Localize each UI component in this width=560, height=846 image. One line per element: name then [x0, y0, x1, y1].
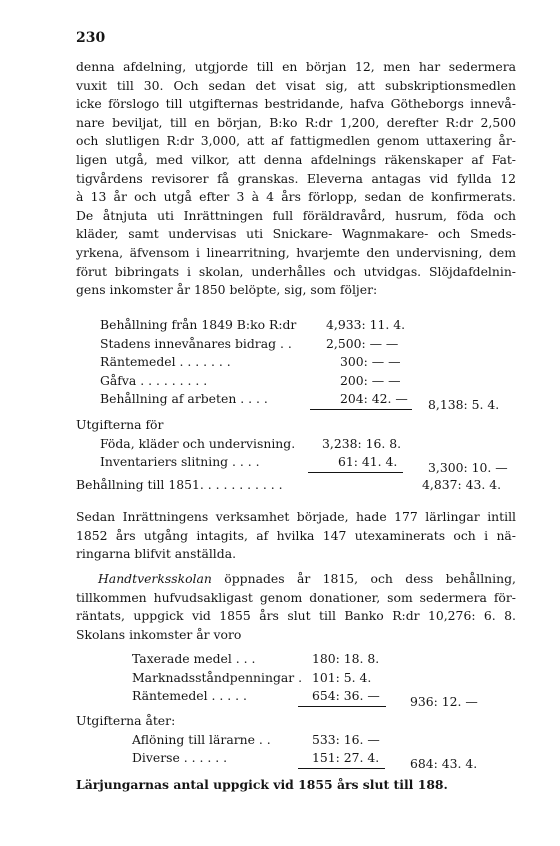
income-label: Behållning af arbeten . . . . [100, 391, 268, 407]
text-line: denna afdelning, utgjorde till en början 12, men har sedermera [76, 59, 516, 74]
income-table-school [76, 650, 516, 710]
text-line: ligen utgå, med vilkor, att denna afdelnings räkenskaper af Fat- [76, 151, 516, 167]
text-line: à 13 år och utgå efter 3 à 4 års förlopp, sedan de konfirmerats. [76, 189, 516, 205]
income-row [76, 390, 516, 413]
income-row [76, 372, 516, 391]
expense-row [76, 749, 516, 772]
expenses-heading: Utgifterna för [76, 417, 164, 432]
text-line: Skolans inkomster år voro [76, 626, 242, 642]
expense-label: Inventariers slitning . . . . [100, 454, 260, 470]
income-amount: 654: 36. — [298, 687, 386, 707]
expense-row [76, 435, 516, 454]
paragraph-craft-school [76, 570, 516, 644]
income-amount: 204: 42. — [310, 390, 412, 410]
text-line: tillkommen hufvudsakligast genom donationer, som sedermera för- [76, 589, 516, 605]
balance-amount: 4,837: 43. 4. [422, 476, 502, 492]
text-line: gens inkomster år 1850 belöpte, sig, som följer: [76, 282, 378, 298]
income-row [76, 669, 516, 688]
text-line: vuxit till 30. Och sedan det visat sig, att subskriptionsmedlen [76, 77, 516, 93]
income-row [76, 353, 516, 372]
text-line: yrkena, äfvensom i linearritning, hvarjemte den undervisning, dem [76, 244, 516, 260]
income-label: Räntemedel . . . . . [132, 688, 247, 704]
income-label: Behållning från 1849 B:ko R:dr [100, 317, 297, 332]
expense-amount: 533: 16. — [312, 731, 380, 747]
income-label: Gåfva . . . . . . . . . [100, 372, 208, 388]
expense-label: Föda, kläder och undervisning. [100, 435, 296, 451]
balance-label: Behållning till 1851. . . . . . . . . . . [76, 476, 283, 492]
section-title: Handtverksskolan [98, 571, 212, 586]
text-line: 1852 års utgång intagits, af hvilka 147 utexaminerats och i nä- [76, 527, 516, 543]
income-amount: 180: 18. 8. [312, 651, 380, 666]
text-line: Lärjungarnas antal uppgick vid 1855 års slut till 188. [76, 777, 448, 792]
text-line: ringarna blifvit anställda. [76, 546, 237, 562]
expenses-heading: Utgifterna åter: [76, 713, 176, 728]
text-line: räntats, uppgick vid 1855 års slut till Banko R:dr 10,276: 6. 8. [76, 608, 516, 624]
text-line: tigvårdens revisorer få granskas. Eleverna antagas vid fyllda 12 [76, 170, 516, 186]
income-table-1850 [76, 316, 516, 413]
expense-amount: 3,238: 16. 8. [322, 435, 402, 451]
text-line: nare beviljat, till en början, B:ko R:dr 1,200, derefter R:dr 2,500 [76, 114, 516, 130]
income-amount: 4,933: 11. 4. [326, 317, 406, 332]
paragraph-slojd-division [76, 58, 516, 300]
income-label: Taxerade medel . . . [132, 651, 256, 666]
paragraph-apprentices [76, 508, 516, 564]
expense-row [76, 453, 516, 476]
expense-amount: 61: 41. 4. [308, 453, 403, 473]
income-total: 936: 12. — [410, 694, 478, 710]
text-line: Handtverksskolan öppnades år 1815, och dess behållning, [98, 571, 516, 586]
income-label: Stadens innevånares bidrag . . [100, 335, 292, 351]
expense-table-school [76, 712, 516, 772]
text-line: kläder, samt undervisas uti Snickare- Wagnmakare- och Smeds- [76, 226, 516, 242]
expense-total: 3,300: 10. — [428, 460, 508, 476]
income-row [76, 335, 516, 354]
income-row [76, 316, 516, 335]
text-line: och slutligen R:dr 3,000, att af fattigmedlen genom uttaxering år- [76, 133, 516, 149]
income-label: Räntemedel . . . . . . . [100, 354, 231, 370]
income-label: Marknadsståndpenningar . [132, 669, 303, 685]
expense-amount: 151: 27. 4. [298, 749, 385, 769]
income-total: 8,138: 5. 4. [428, 397, 500, 413]
expense-table-1850 [76, 416, 516, 494]
expense-row [76, 731, 516, 750]
income-amount: 200: — — [340, 372, 401, 388]
paragraph-pupil-count [76, 776, 516, 795]
expense-label: Diverse . . . . . . [132, 750, 228, 766]
text-line: Sedan Inrättningens verksamhet började, hade 177 lärlingar intill [76, 509, 516, 524]
expense-label: Aflöning till lärarne . . [132, 731, 271, 747]
text-line: förut bibringats i skolan, underhålles och utvidgas. Slöjdafdelnin- [76, 263, 516, 279]
income-amount: 300: — — [340, 354, 401, 370]
income-amount: 101: 5. 4. [312, 669, 372, 685]
income-amount: 2,500: — — [326, 335, 399, 351]
expense-total: 684: 43. 4. [410, 756, 478, 772]
text-line: icke förslogo till utgifternas bestridande, hafva Götheborgs innevå- [76, 96, 516, 112]
text-line: De åtnjuta uti Inrättningen full föräldravård, husrum, föda och [76, 207, 516, 223]
income-row [76, 687, 516, 710]
page-number: 230 [76, 30, 106, 46]
income-row [76, 650, 516, 669]
